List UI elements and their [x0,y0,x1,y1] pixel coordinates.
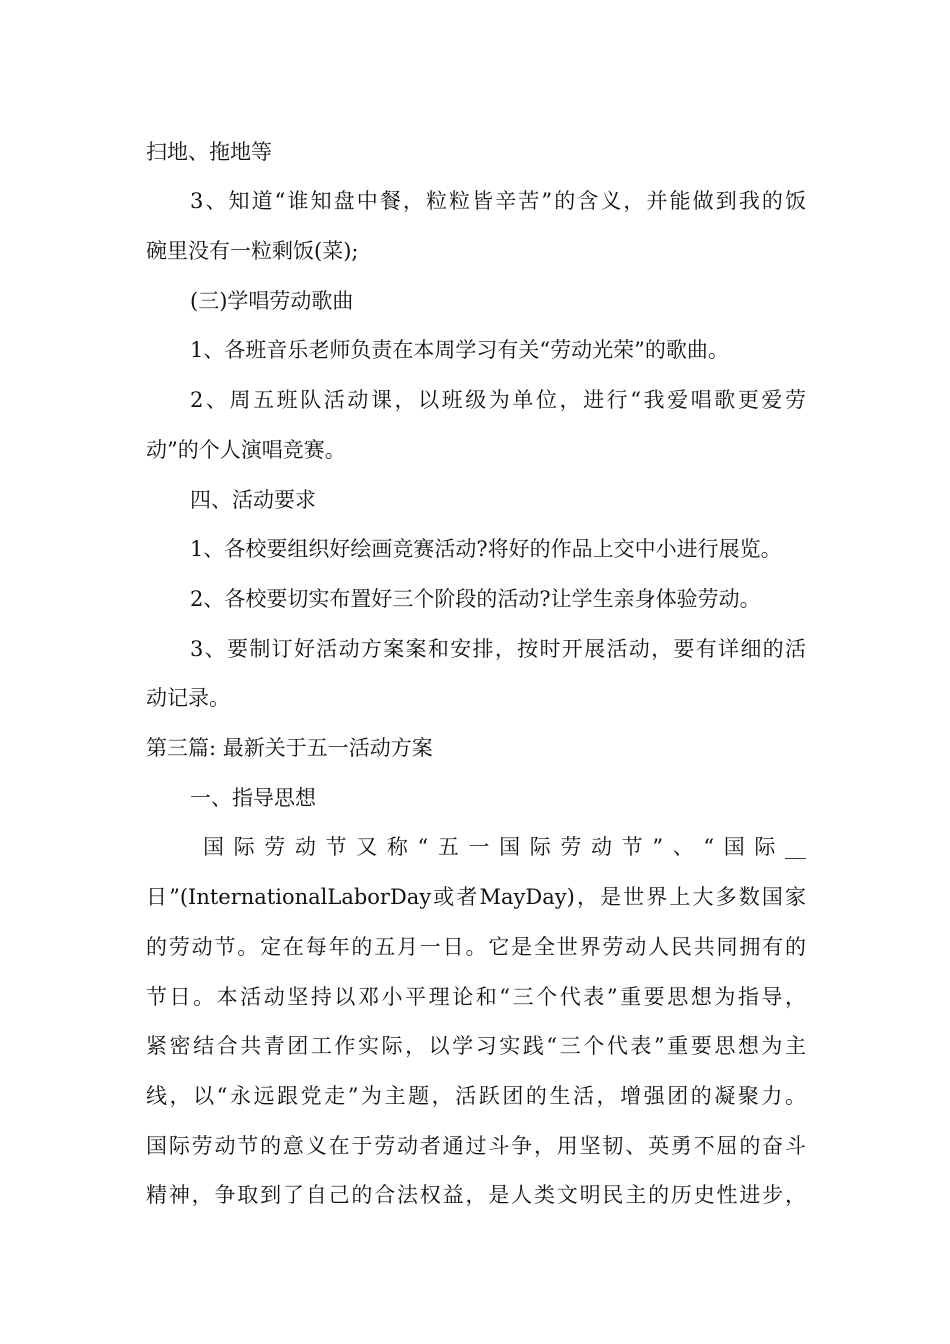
text-line: 1、各校要组织好绘画竞赛活动?将好的作品上交中小进行展览。 [190,537,782,561]
section-heading: 四、活动要求 [190,488,316,512]
text-line: 2、各校要切实布置好三个阶段的活动?让学生亲身体验劳动。 [190,587,761,611]
text-line: 节日。本活动坚持以邓小平理论和“三个代表”重要思想为指导， [146,985,806,1009]
text-line: 日”(InternationalLaborDay或者MayDay)，是世界上大多数国家 [146,885,806,909]
text-line: 1、各班音乐老师负责在本周学习有关“劳动光荣”的歌曲。 [190,338,729,362]
chapter-title: 第三篇: 最新关于五一活动方案 [146,736,433,760]
text-line: 紧密结合共青团工作实际，以学习实践“三个代表”重要思想为主 [146,1034,806,1058]
text-line: 3、知道“谁知盘中餐，粒粒皆辛苦”的含义，并能做到我的饭 [190,189,806,213]
text-line: 扫地、拖地等 [146,140,272,164]
text-line: 动记录。 [146,686,230,710]
text-line: 国际劳动节的意义在于劳动者通过斗争，用坚韧、英勇不屈的奋斗 [146,1134,806,1158]
text-line: 2、周五班队活动课，以班级为单位，进行“我爱唱歌更爱劳 [190,388,806,412]
section-heading: (三)学唱劳动歌曲 [190,289,354,313]
text-line: 精神，争取到了自己的合法权益，是人类文明民主的历史性进步， [146,1183,806,1207]
text-line: 线，以“永远跟党走”为主题，活跃团的生活，增强团的凝聚力。 [146,1084,806,1108]
text-line: 的劳动节。定在每年的五月一日。它是全世界劳动人民共同拥有的 [146,935,806,959]
text-line: 动”的个人演唱竞赛。 [146,438,346,462]
text-line: 碗里没有一粒剩饭(菜); [146,239,359,263]
section-heading: 一、指导思想 [190,786,316,810]
text-line: 国际劳动节又称“五一国际劳动节”、“国际__ [203,835,806,859]
text-line: 3、要制订好活动方案案和安排，按时开展活动，要有详细的活 [190,637,806,661]
